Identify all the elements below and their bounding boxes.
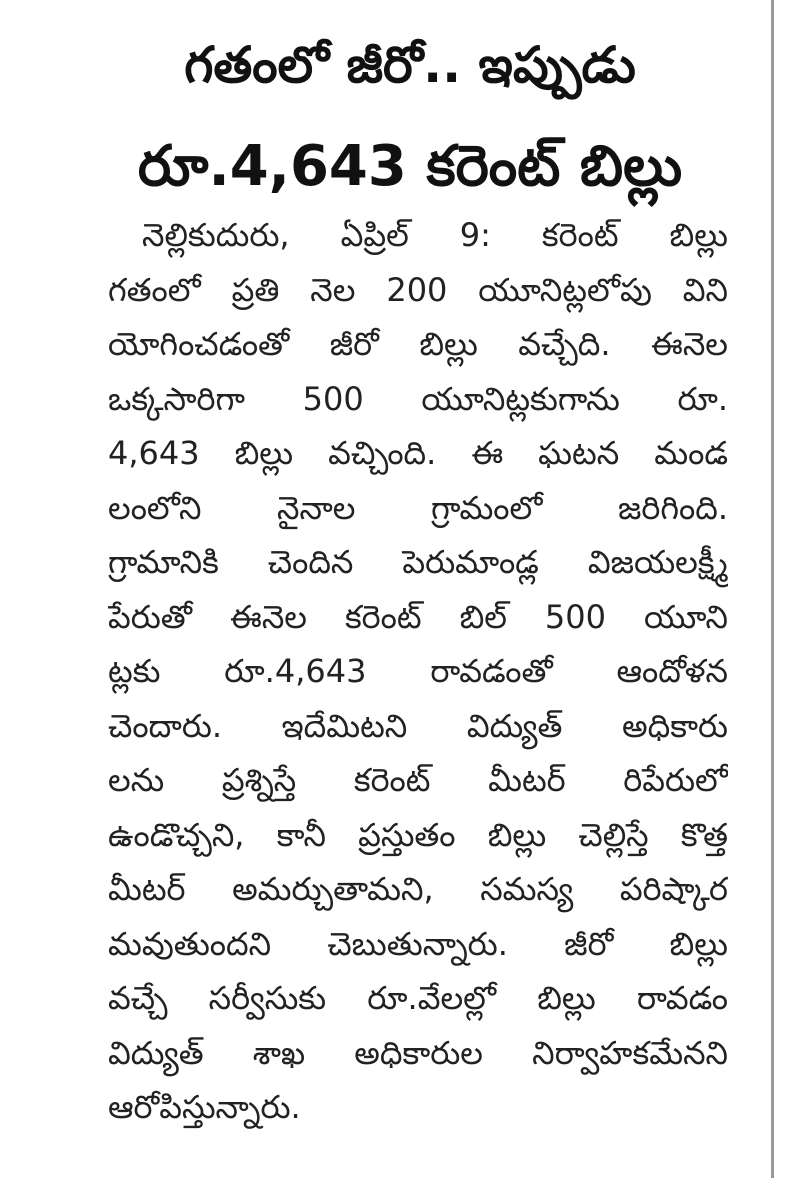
body-line: మవుతుందని చెబుతున్నారు. జీరో బిల్లు (108, 924, 728, 963)
body-line: పేరుతో ఈనెల కరెంట్ బిల్ 500 యూని (108, 597, 728, 636)
body-line: 4,643 బిల్లు వచ్చింది. ఈ ఘటన మండ (108, 434, 728, 472)
article-body (108, 208, 728, 1135)
headline-line-1: గతంలో జీరో.. ఇప్పుడు (184, 36, 636, 94)
body-line: లంలోని నైనాల గ్రామంలో జరిగింది. (108, 488, 728, 527)
body-line: వచ్చే సర్వీసుకు రూ.వేలల్లో బిల్లు రావడం (108, 979, 728, 1017)
body-line: ఆరోపిస్తున్నారు. (108, 1088, 301, 1126)
body-line: మీటర్ అమర్చుతామని, సమస్య పరిష్కార (108, 870, 728, 908)
body-line: గతంలో ప్రతి నెల 200 యూనిట్లలోపు విని (108, 270, 728, 309)
body-line: నెల్లికుదురు, ఏప్రిల్ 9: కరెంట్ బిల్లు (142, 216, 728, 254)
body-line: విద్యుత్ శాఖ అధికారుల నిర్వాహకమేనని (108, 1033, 728, 1072)
body-line: చెందారు. ఇదేమిటని విద్యుత్ అధికారు (108, 706, 728, 745)
headline-line-2: రూ.4,643 కరెంట్ బిల్లు (137, 134, 683, 199)
body-line: ట్లకు రూ.4,643 రావడంతో ఆందోళన (108, 652, 728, 690)
body-line: ఒక్కసారిగా 500 యూనిట్లకుగాను రూ. (108, 379, 728, 418)
body-line: యోగించడంతో జీరో బిల్లు వచ్చేది. ఈనెల (108, 325, 728, 363)
body-line: గ్రామానికి చెందిన పెరుమాండ్ల విజయలక్ష్మీ (108, 543, 728, 581)
body-line: ఉండొచ్చని, కానీ ప్రస్తుతం బిల్లు చెల్లిస్తే కొత్త (108, 815, 728, 854)
body-line: లను ప్రశ్నిస్తే కరెంట్ మీటర్ రిపేరులో (108, 761, 728, 799)
column-divider (771, 0, 774, 1178)
